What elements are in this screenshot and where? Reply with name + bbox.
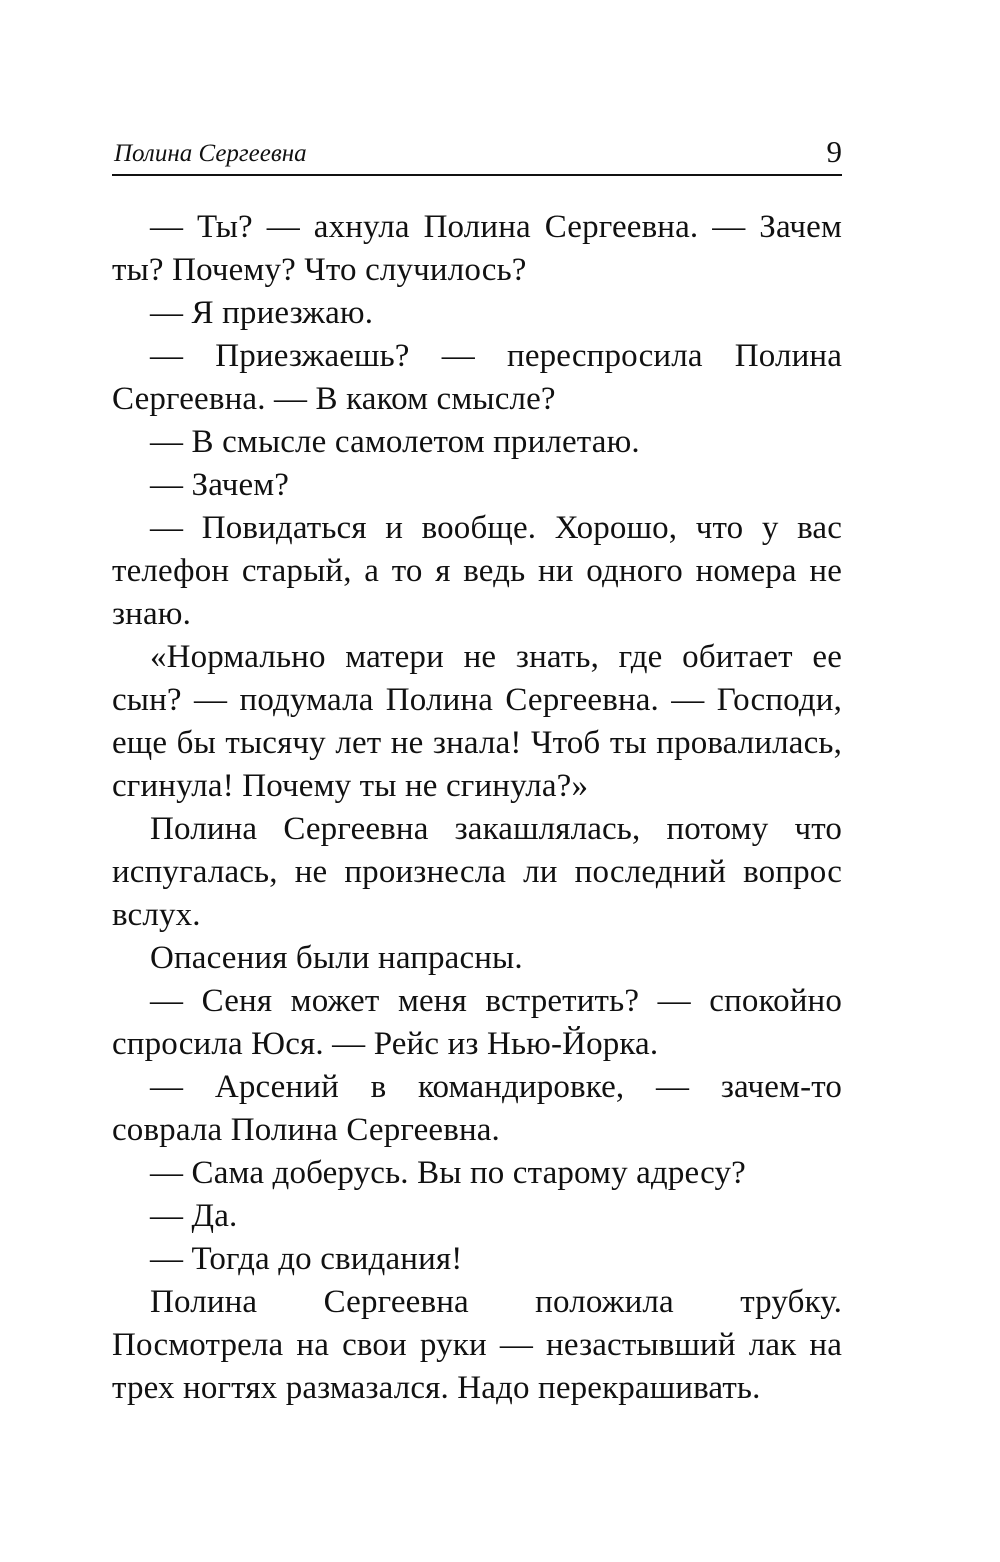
paragraph: — Ты? — ахнула Полина Сергеевна. — Зачем ты? Почему? Что случилось? — [112, 209, 842, 288]
paragraph: — В смысле самолетом прилетаю. — [150, 424, 640, 460]
paragraph: — Тогда до свидания! — [150, 1241, 463, 1277]
paragraph: — Повидаться и вообще. Хорошо, что у вас телефон старый, а то я ведь ни одного номера не знаю. — [112, 510, 842, 632]
page-number: 9 — [826, 134, 842, 169]
running-title: Полина Сергеевна — [114, 140, 307, 167]
paragraph: Полина Сергеевна закашлялась, потому что испугалась, не произнесла ли последний вопрос вслух. — [112, 811, 842, 933]
paragraph: — Зачем? — [150, 467, 290, 503]
paragraph: — Сама доберусь. Вы по старому адресу? — [150, 1155, 746, 1191]
paragraph: «Нормально матери не знать, где обитает ее сын? — подумала Полина Сергеевна. — Господи, еще бы тысячу лет не знала! Чтоб ты провалилась, сгинула! Почему ты не сгинула?» — [112, 639, 842, 804]
body-text — [112, 206, 842, 1410]
book-page — [112, 134, 842, 1406]
paragraph: — Да. — [150, 1198, 238, 1234]
paragraph: — Арсений в командировке, — зачем-то соврала Полина Сергеевна. — [112, 1069, 842, 1148]
running-header — [112, 136, 842, 176]
paragraph: — Приезжаешь? — переспросила Полина Сергеевна. — В каком смысле? — [112, 338, 842, 417]
paragraph: Опасения были напрасны. — [150, 940, 523, 976]
paragraph: — Я приезжаю. — [150, 295, 374, 331]
paragraph: Полина Сергеевна положила трубку. Посмотрела на свои руки — незастывший лак на трех ногтях размазался. Надо перекрашивать. — [112, 1284, 842, 1406]
paragraph: — Сеня может меня встретить? — спокойно спросила Юся. — Рейс из Нью-Йорка. — [112, 983, 842, 1062]
